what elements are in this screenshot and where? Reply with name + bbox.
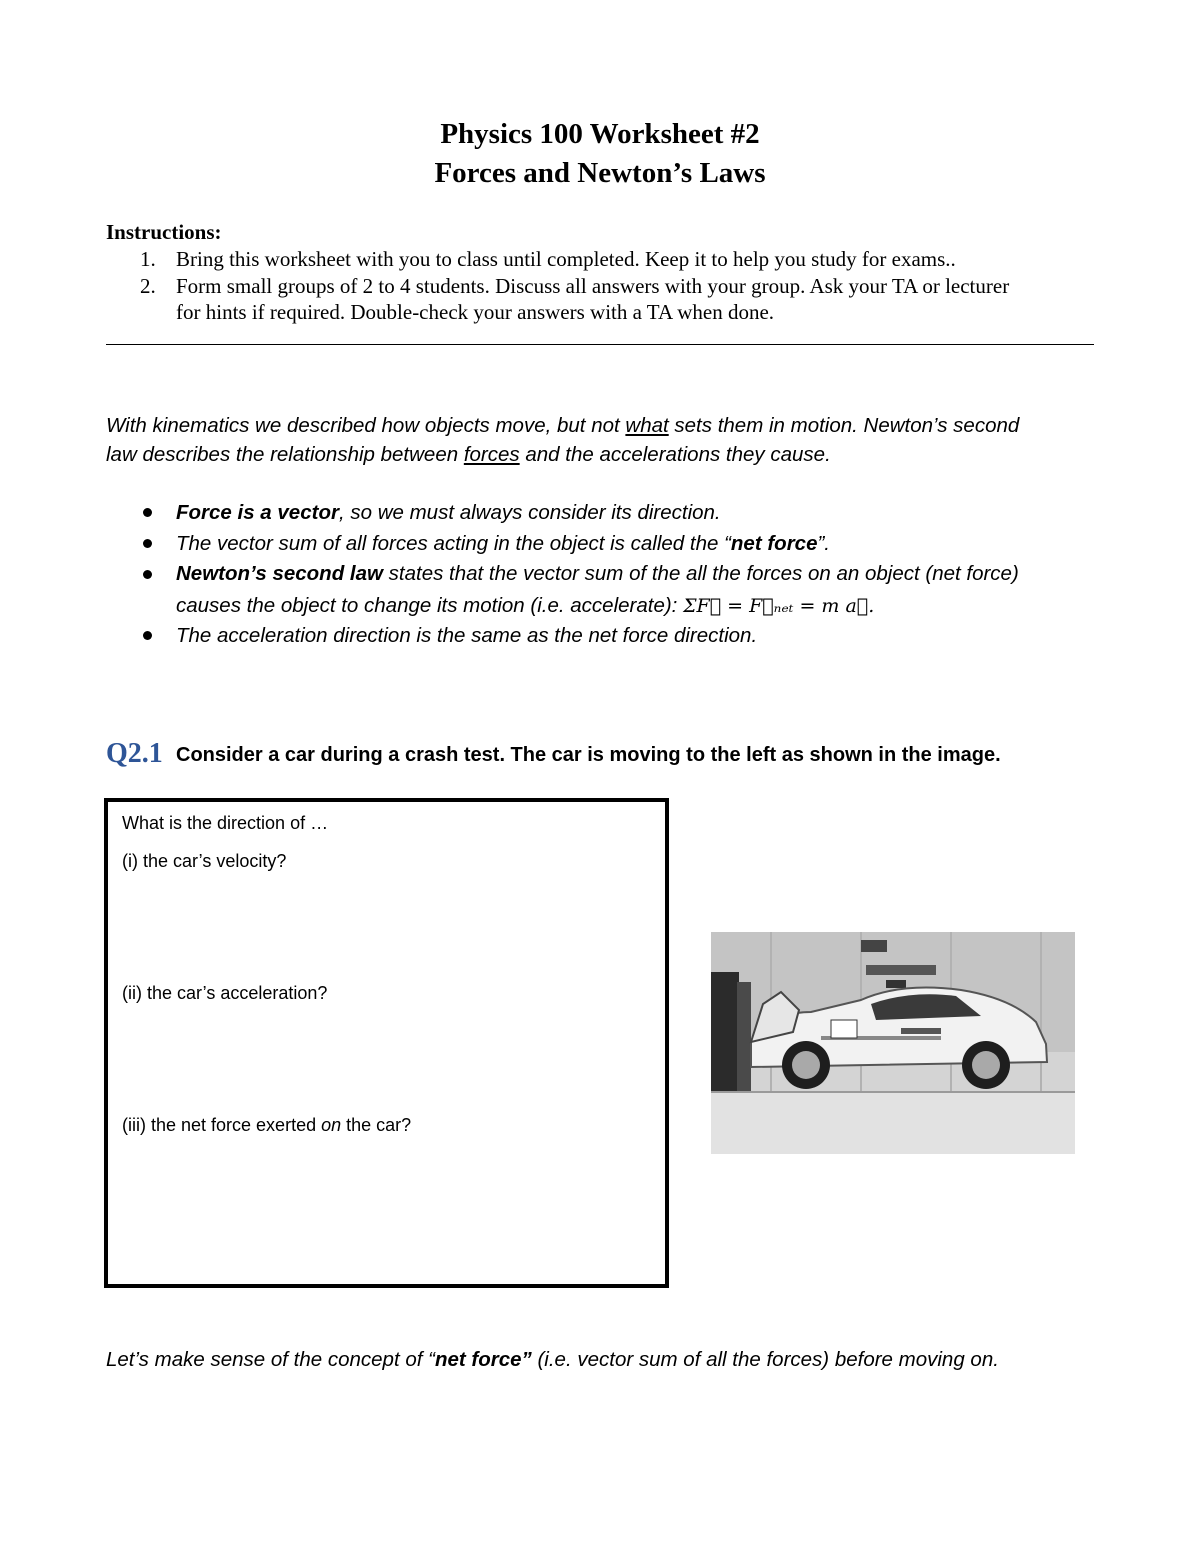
intro-line-1: With kinematics we described how objects move, but not what sets them in motion. Newton’s second <box>106 414 1020 437</box>
question-label: Q2.1 <box>106 738 163 769</box>
instruction-number-1: 1. <box>140 247 156 271</box>
question-text: Consider a car during a crash test. The car is moving to the left as shown in the image. <box>176 744 1001 766</box>
closing-sentence: Let’s make sense of the concept of “net force” (i.e. vector sum of all the forces) before moving on. <box>106 1348 999 1371</box>
bullet-second-law-line-2: causes the object to change its motion (i.e. accelerate): ΣF⃗ = F⃗ₙₑₜ = m a⃗. <box>176 594 875 617</box>
newton-second-law-formula: ΣF⃗ = F⃗ₙₑₜ = m a⃗. <box>683 595 875 617</box>
page-subtitle: Forces and Newton’s Laws <box>434 157 766 189</box>
crash-test-car-illustration <box>711 932 1075 1154</box>
emphasis-forces: forces <box>463 443 520 466</box>
section-divider <box>106 344 1094 345</box>
question-part-ii: (ii) the car’s acceleration? <box>122 983 328 1003</box>
bullet-acceleration-direction: The acceleration direction is the same as the net force direction. <box>176 624 758 647</box>
instruction-number-2: 2. <box>140 274 156 298</box>
intro-line-2: law describes the relationship between forces and the accelerations they cause. <box>106 443 831 466</box>
question-part-iii: (iii) the net force exerted on the car? <box>122 1115 412 1135</box>
page-title: Physics 100 Worksheet #2 <box>440 118 760 150</box>
bullet-dot <box>143 539 152 548</box>
bullet-dot <box>143 508 152 517</box>
emphasis-what: what <box>625 414 669 437</box>
bullet-net-force: The vector sum of all forces acting in the object is called the “net force”. <box>176 532 831 555</box>
bullet-second-law: Newton’s second law states that the vector sum of the all the forces on an object (net force) <box>176 562 1019 585</box>
instruction-2-line-2: for hints if required. Double-check your answers with a TA when done. <box>176 300 775 324</box>
instruction-2-line-1: Form small groups of 2 to 4 students. Discuss all answers with your group. Ask your TA or lecturer <box>176 274 1010 298</box>
instructions-heading: Instructions: <box>106 220 222 244</box>
answer-prompt: What is the direction of … <box>122 813 329 833</box>
bullet-dot <box>143 570 152 579</box>
bullet-force-vector: Force is a vector, so we must always consider its direction. <box>176 501 721 524</box>
question-part-i: (i) the car’s velocity? <box>122 851 287 871</box>
crash-test-photo <box>711 932 1075 1154</box>
bullet-dot <box>143 631 152 640</box>
instruction-1-line-1: Bring this worksheet with you to class until completed. Keep it to help you study for exams.. <box>176 247 956 271</box>
